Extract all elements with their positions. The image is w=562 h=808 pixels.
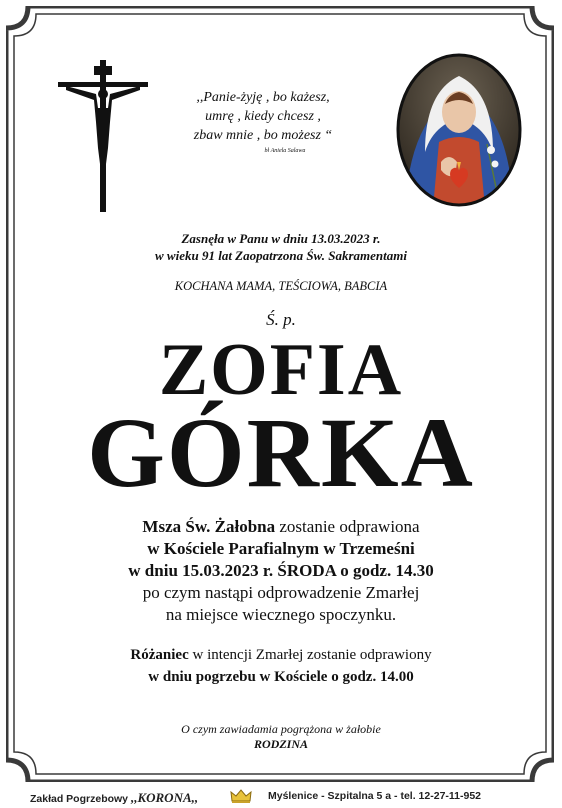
quote-line: zbaw mnie , bo możesz “	[193, 128, 333, 143]
quote-block	[168, 88, 358, 155]
mass-church: w Kościele Parafialnym w Trzemeśni	[147, 539, 415, 558]
quote-line: ,,Panie-żyję , bo każesz,	[196, 90, 330, 105]
rosary-line	[0, 644, 562, 666]
notice-line: O czym zawiadamia pogrążona w żałobie	[181, 722, 381, 736]
quote-line: umrę , kiedy chcesz ,	[205, 109, 321, 124]
family-notice	[0, 722, 562, 752]
funeral-home-name	[30, 790, 198, 806]
mass-procession: po czym nastąpi odprowadzenie Zmarłej	[142, 583, 420, 602]
sp-label: Ś. p.	[266, 310, 296, 329]
rosary-info	[0, 644, 562, 688]
mass-resting-place: na miejsce wiecznego spoczynku.	[165, 605, 397, 624]
last-name: GÓRKA	[87, 397, 475, 508]
mass-date-time: w dniu 15.03.2023 r. ŚRODA o godz. 14.30	[128, 561, 434, 580]
age-sacraments-line: w wieku 91 lat Zaopatrzona Św. Sakramentami	[155, 248, 407, 263]
virgin-mary-portrait-image	[395, 52, 523, 208]
mass-line-rest: zostanie odprawiona	[275, 517, 420, 536]
rosary-time: w dniu pogrzebu w Kościele o godz. 14.00	[148, 669, 414, 685]
first-name: ZOFIA	[158, 329, 404, 411]
family-signature: RODZINA	[253, 737, 308, 751]
rosary-line-rest: w intencji Zmarłej zostanie odprawiony	[188, 647, 432, 663]
quote-author: bł Aniela Salawa	[264, 148, 306, 154]
crucifix-icon	[58, 60, 148, 217]
funeral-home-address: Myślenice - Szpitalna 5 a - tel. 12-27-11-952	[268, 790, 482, 802]
mass-line	[0, 516, 562, 538]
rosary-title: Różaniec	[130, 647, 189, 663]
crown-icon	[230, 788, 252, 807]
funeral-home-prefix: Zakład Pogrzebowy	[30, 793, 129, 805]
funeral-mass-info	[0, 516, 562, 626]
funeral-home-footer	[0, 790, 562, 806]
mass-title: Msza Św. Żałobna	[142, 517, 276, 536]
funeral-home-brand: ,,KORONA,,	[130, 790, 199, 805]
death-date-line: Zasnęła w Panu w dniu 13.03.2023 r.	[181, 231, 381, 246]
relation-line: KOCHANA MAMA, TEŚCIOWA, BABCIA	[174, 279, 388, 293]
